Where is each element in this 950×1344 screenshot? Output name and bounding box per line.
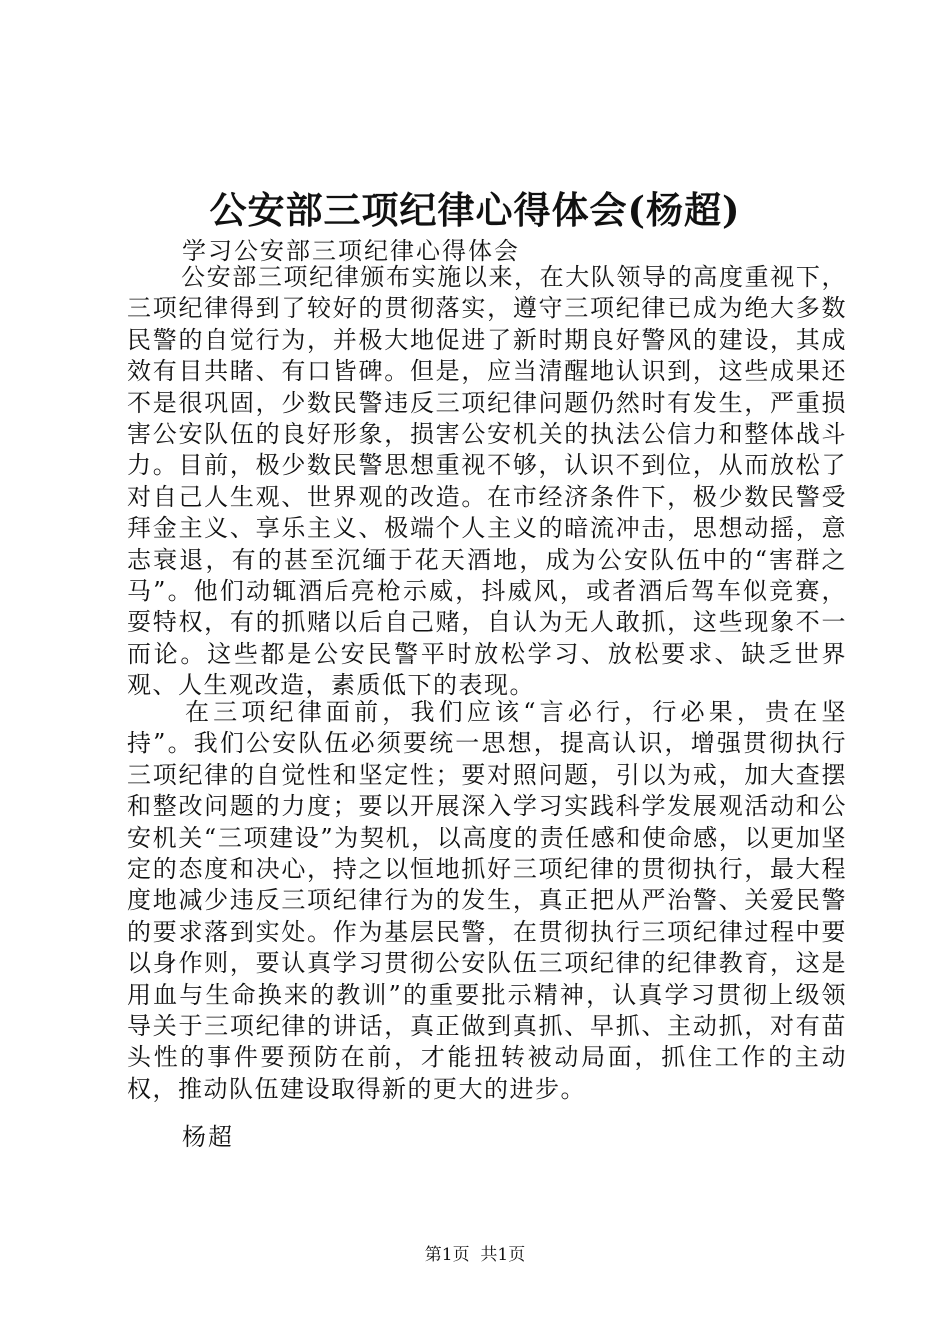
document-subtitle: 学习公安部三项纪律心得体会: [182, 237, 520, 265]
author-signature: 杨超: [182, 1123, 234, 1151]
body-paragraph-2: 在三项纪律面前，我们应该“言必行，行必果，贵在坚持”。我们公安队伍必须要统一思想，提高认识，增强贯彻执行三项纪律的自觉性和坚定性；要对照问题，引以为戒，加大查摆和整改问题的力度；要以开展深入学习实践科学发展观活动和公安机关“三项建设”为契机，以高度的责任感和使命感，以更加坚定的态度和决心，持之以恒地抓好三项纪律的贯彻执行，最大程度地减少违反三项纪律行为的发生，真正把从严治警、关爱民警的要求落到实处。作为基层民警，在贯彻执行三项纪律过程中要以身作则，要认真学习贯彻公安队伍三项纪律的纪律教育，这是用血与生命换来的教训”的重要批示精神，认真学习贯彻上级领导关于三项纪律的讲话，真正做到真抓、早抓、主动抓，对有苗头性的事件要预防在前，才能扭转被动局面，抓住工作的主动权，推动队伍建设取得新的更大的进步。: [127, 698, 847, 1103]
page-title: 公安部三项纪律心得体会(杨超): [209, 188, 741, 232]
page-number-label: 第1页 共1页: [424, 1245, 526, 1265]
body-paragraph-1: 公安部三项纪律颁布实施以来，在大队领导的高度重视下，三项纪律得到了较好的贯彻落实，遵守三项纪律已成为绝大多数民警的自觉行为，并极大地促进了新时期良好警风的建设，其成效有目共睹、有口皆碑。但是，应当清醒地认识到，这些成果还不是很巩固，少数民警违反三项纪律问题仍然时有发生，严重损害公安队伍的良好形象，损害公安机关的执法公信力和整体战斗力。目前，极少数民警思想重视不够，认识不到位，从而放松了对自己人生观、世界观的改造。在市经济条件下，极少数民警受拜金主义、享乐主义、极端个人主义的暗流冲击，思想动摇，意志衰退，有的甚至沉缅于花天酒地，成为公安队伍中的“害群之马”。他们动辄酒后亮枪示威，抖威风，或者酒后驾车似竞赛，耍特权，有的抓赌以后自己赌，自认为无人敢抓，这些现象不一而论。这些都是公安民警平时放松学习、放松要求、缺乏世界观、人生观改造，素质低下的表现。: [127, 263, 847, 700]
page-footer: [0, 1244, 950, 1266]
